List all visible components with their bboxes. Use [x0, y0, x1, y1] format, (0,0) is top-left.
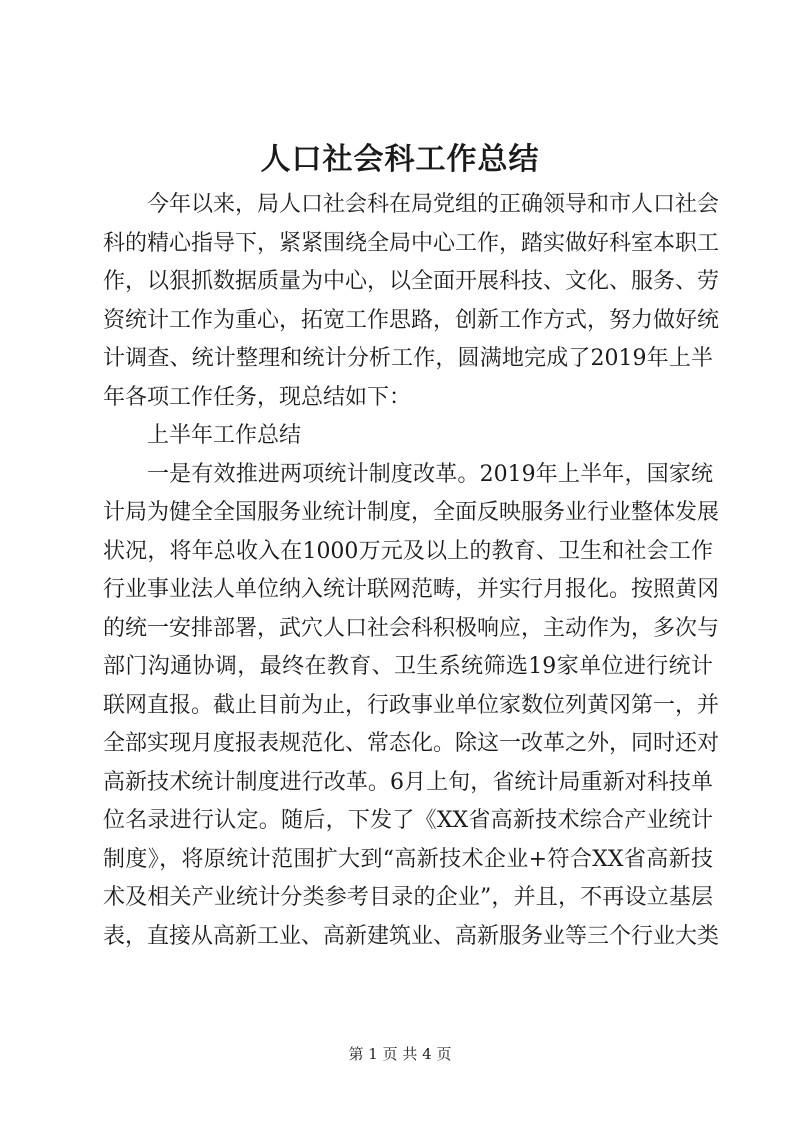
paragraph-line: 的统一安排部署，武穴人口社会科积极响应，主动作为，多次与: [103, 615, 720, 641]
paragraph-line: 一是有效推进两项统计制度改革。2019年上半年，国家统: [147, 461, 713, 487]
paragraph-line: 状况，将年总收入在1000万元及以上的教育、卫生和社会工作: [103, 538, 713, 564]
paragraph-line: 表，直接从高新工业、高新建筑业、高新服务业等三个行业大类: [103, 923, 720, 949]
paragraph-line: 联网直报。截止目前为止，行政事业单位家数位列黄冈第一，并: [103, 692, 720, 718]
paragraph-line: 制度》，将原统计范围扩大到“高新技术企业+符合XX省高新技: [103, 846, 713, 872]
paragraph-line: 作，以狠抓数据质量为中心，以全面开展科技、文化、服务、劳: [103, 269, 720, 294]
document-body: [103, 186, 720, 956]
page-title: 人口社会科工作总结: [260, 142, 540, 177]
paragraph-line: 术及相关产业统计分类参考目录的企业”，并且，不再设立基层: [103, 885, 713, 910]
paragraph-line: 高新技术统计制度进行改革。6月上旬，省统计局重新对科技单: [103, 769, 713, 795]
paragraph-line: 计调查、统计整理和统计分析工作，圆满地完成了2019年上半: [103, 346, 713, 371]
paragraph-line: 全部实现月度报表规范化、常态化。除这一改革之外，同时还对: [103, 731, 720, 756]
paragraph-line: 年各项工作任务，现总结如下：: [103, 384, 412, 410]
paragraph-line: 资统计工作为重心，拓宽工作思路，创新工作方式，努力做好统: [103, 307, 720, 333]
paragraph-line: 今年以来，局人口社会科在局党组的正确领导和市人口社会: [147, 192, 720, 217]
paragraph-line: 行业事业法人单位纳入统计联网范畴，并实行月报化。按照黄冈: [103, 577, 720, 602]
paragraph-line: 科的精心指导下，紧紧围绕全局中心工作，踏实做好科室本职工: [103, 230, 720, 256]
section-heading: 上半年工作总结: [147, 423, 302, 448]
paragraph-line: 位名录进行认定。随后，下发了《XX省高新技术综合产业统计: [103, 808, 713, 833]
paragraph-line: 计局为健全全国服务业统计制度，全面反映服务业行业整体发展: [103, 500, 720, 525]
paragraph-line: 部门沟通协调，最终在教育、卫生系统筛选19家单位进行统计: [103, 654, 713, 679]
page-footer: 第 1 页 共 4 页: [348, 1045, 452, 1063]
